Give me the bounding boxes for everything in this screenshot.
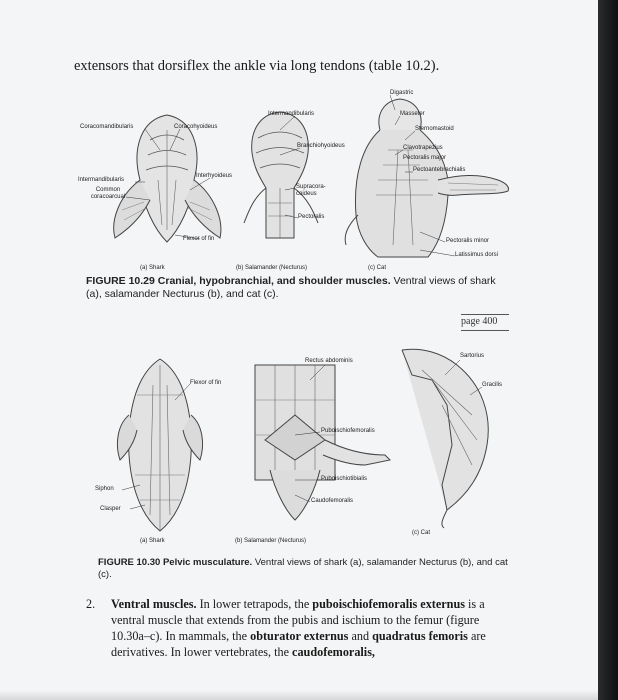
fig29-caption — [86, 275, 514, 301]
fig29-caption-title: Cranial, hypobranchial, and shoulder muscles. — [157, 275, 391, 287]
body-paragraph — [86, 596, 506, 660]
dark-background-edge — [598, 0, 618, 700]
paragraph-text-1: In lower tetrapods, the — [199, 597, 310, 611]
fig30-sub-b: (b) Salamander (Necturus) — [235, 538, 307, 544]
paragraph-text — [111, 596, 506, 660]
list-number: 2. — [86, 597, 96, 611]
fig30-caption-number: FIGURE 10.30 — [98, 557, 161, 568]
label-caudofemoralis: Caudofemoralis — [311, 498, 354, 504]
label-pectoantebrachialis: Pectoantebrachialis — [413, 167, 466, 173]
label-masseter: Masseter — [400, 111, 425, 117]
label-supracoracoideus: Supracora- coideus — [296, 184, 326, 197]
label-sartorius: Sartorius — [460, 353, 485, 359]
fig30-caption-text: Ventral views of shark (a), salamander Necturus (b), and cat (c). — [98, 557, 508, 580]
label-coracomandibularis: Coracomandibularis — [80, 124, 134, 130]
label-branchiohyoideus: Branchiohyoideus — [297, 143, 345, 149]
page-ref-rule-bottom — [461, 330, 509, 331]
label-pectoralis-minor: Pectoralis minor — [446, 238, 490, 244]
label-digastric: Digastric — [390, 90, 414, 96]
fig30-caption — [98, 557, 508, 581]
term-caudofemoralis: caudofemoralis, — [292, 645, 375, 659]
paragraph-text-3: and — [351, 629, 370, 643]
paragraph-text-4: are derivatives. In lower vertebrates, the — [111, 629, 486, 659]
page-ref: page 400 — [461, 316, 498, 327]
label-puboischiotibialis: Puboischiotibialis — [321, 476, 368, 482]
label-clasper: Clasper — [100, 506, 121, 512]
label-clavotrapezius: Clavotrapezius — [403, 145, 443, 151]
label-intermandibularis-left: Intermandibularis — [78, 177, 125, 183]
label-puboischiofemoralis: Puboischiofemoralis — [321, 428, 375, 434]
paragraph-heading: Ventral muscles. — [111, 597, 197, 611]
fig29-caption-number: FIGURE 10.29 — [86, 275, 155, 287]
paragraph-text-2: is a ventral muscle that extends from the pubis and ischium to the femur (figure 10.30a–c). In mammals, the — [111, 597, 485, 643]
page-bottom-shadow — [0, 690, 598, 700]
label-interhyoideus: Interhyoideus — [196, 173, 233, 179]
label-latissimus-dorsi: Latissimus dorsi — [455, 252, 499, 258]
fig30-sub-c: (c) Cat — [412, 530, 430, 536]
label-common-coracoarcual: Common coracoarcual — [90, 187, 126, 200]
label-rectus-abdominis: Rectus abdominis — [305, 358, 353, 364]
fig29-sub-b: (b) Salamander (Necturus) — [236, 265, 308, 271]
term-obturator-externus: obturator externus — [250, 629, 349, 643]
page-ref-rule-top — [461, 314, 509, 315]
label-intermandibularis-top: Intermandibularis — [268, 111, 315, 117]
fig29-sub-c: (c) Cat — [368, 265, 386, 271]
fig30-leader-lines — [0, 340, 598, 540]
label-pectoralis: Pectoralis — [298, 214, 325, 220]
label-coracohyoideus: Coracohyoideus — [174, 124, 218, 130]
label-pectoralis-major: Pectoralis major — [403, 155, 447, 161]
fig30-sub-a: (a) Shark — [140, 538, 165, 544]
term-puboischiofemoralis-externus: puboischiofemoralis externus — [312, 597, 465, 611]
label-gracilis: Gracilis — [482, 382, 503, 388]
label-sternomastoid: Sternomastoid — [415, 126, 454, 132]
term-quadratus-femoris: quadratus femoris — [372, 629, 468, 643]
fig29-caption-text: Ventral views of shark (a), salamander Necturus (b), and cat (c). — [86, 275, 496, 300]
fig30-caption-title: Pelvic musculature. — [162, 557, 253, 568]
label-flexor-of-fin-29: Flexor of fin — [183, 236, 215, 242]
fig29-leader-lines — [0, 0, 598, 300]
intro-line: extensors that dorsiflex the ankle via long tendons (table 10.2). — [74, 58, 440, 74]
fig29-sub-a: (a) Shark — [140, 265, 165, 271]
label-flexor-of-fin-30: Flexor of fin — [190, 380, 222, 386]
label-siphon: Siphon — [95, 486, 114, 492]
